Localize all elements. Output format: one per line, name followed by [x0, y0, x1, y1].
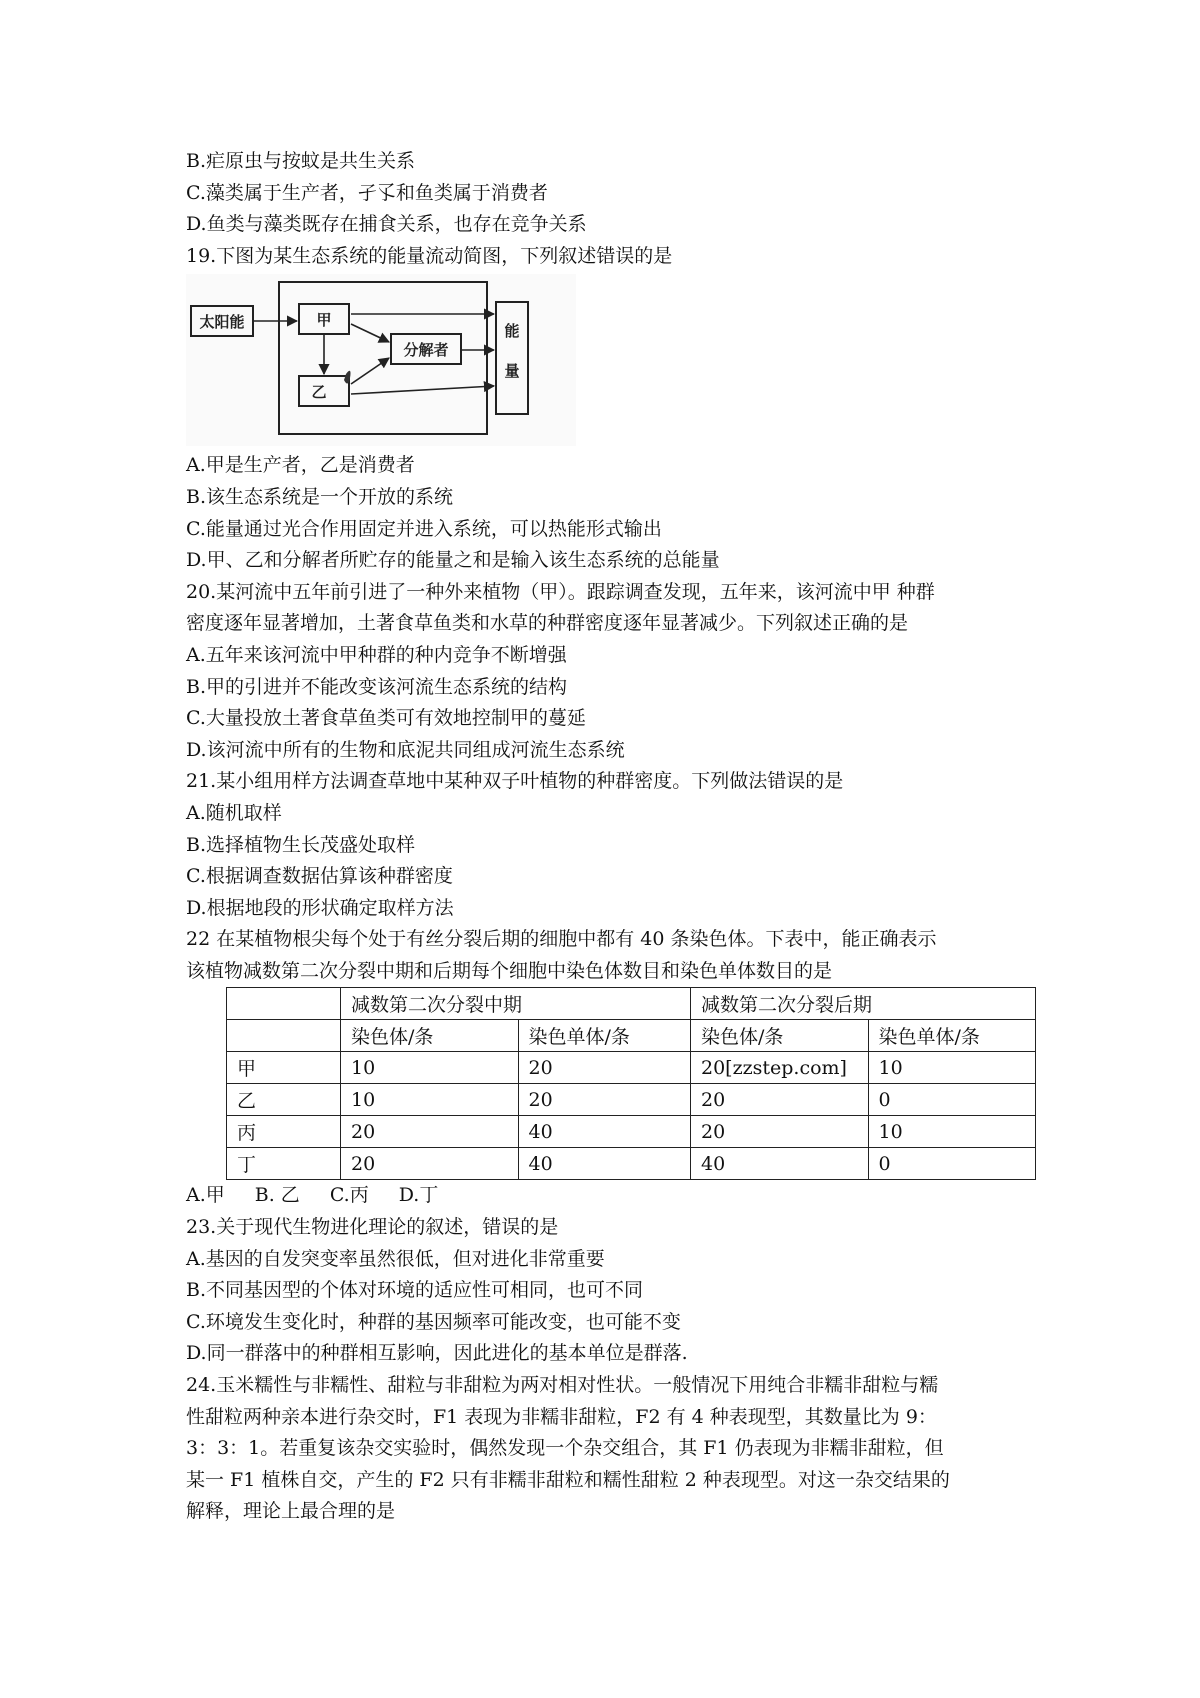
table-cell: 40	[518, 1148, 690, 1180]
q24-stem-line-2: 性甜粒两种亲本进行杂交时，F1 表现为非糯非甜粒，F2 有 4 种表现型，其数量比为 9：	[186, 1405, 937, 1428]
table-row	[227, 1148, 1036, 1180]
q23-option-b: B.不同基因型的个体对环境的适应性可相同，也可不同	[186, 1279, 644, 1302]
energy-flow-diagram	[186, 274, 576, 446]
table-subheader-row	[227, 1020, 1036, 1052]
q22-options	[186, 1180, 1036, 1212]
table-cell: 20	[691, 1084, 869, 1116]
table-cell: 20	[518, 1052, 690, 1084]
q19-option-d: D.甲、乙和分解者所贮存的能量之和是输入该生态系统的总能量	[186, 549, 720, 572]
q19-stem: 19.下图为某生态系统的能量流动简图，下列叙述错误的是	[186, 244, 673, 267]
q23-option-c: C.环境发生变化时，种群的基因频率可能改变，也可能不变	[186, 1310, 681, 1333]
q22-option-c: C.丙	[329, 1184, 369, 1207]
table-cell: 10	[340, 1052, 518, 1084]
table-cell: 20	[691, 1116, 869, 1148]
subheader-chrom-mid: 染色体/条	[340, 1020, 518, 1052]
header-meiosis-ii-metaphase: 减数第二次分裂中期	[340, 988, 690, 1020]
subheader-chromatid-mid: 染色单体/条	[518, 1020, 690, 1052]
q24-stem-line-4: 某一 F1 植株自交，产生的 F2 只有非糯非甜粒和糯性甜粒 2 种表现型。对这一杂交结果的	[186, 1468, 950, 1491]
subheader-chromatid-late: 染色单体/条	[868, 1020, 1035, 1052]
jia-label: 甲	[316, 311, 332, 330]
q24-stem-line-5: 解释，理论上最合理的是	[186, 1500, 396, 1523]
q23-option-d: D.同一群落中的种群相互影响，因此进化的基本单位是群落.	[186, 1342, 688, 1365]
q22-stem-line-1: 22 在某植物根尖每个处于有丝分裂后期的细胞中都有 40 条染色体。下表中，能正确表示	[186, 928, 937, 951]
q20-option-a: A.五年来该河流中甲种群的种内竞争不断增强	[186, 643, 567, 666]
chromosome-table	[226, 987, 1036, 1180]
q22-stem-line-2: 该植物减数第二次分裂中期和后期每个细胞中染色体数目和染色单体数目的是	[186, 959, 833, 982]
q20-stem-line-2: 密度逐年显著增加，土著食草鱼类和水草的种群密度逐年显著减少。下列叙述正确的是	[186, 612, 909, 635]
table-cell: 20	[340, 1116, 518, 1148]
table-row	[227, 1084, 1036, 1116]
q21-option-b: B.选择植物生长茂盛处取样	[186, 833, 416, 856]
q22-option-d: D.丁	[398, 1184, 439, 1207]
q23-stem: 23.关于现代生物进化理论的叙述，错误的是	[186, 1216, 559, 1239]
table-cell: 20	[340, 1148, 518, 1180]
table-cell: 40	[518, 1116, 690, 1148]
table-cell: 20[zzstep.com]	[691, 1052, 869, 1084]
exam-page	[186, 146, 1036, 1528]
table-cell: 10	[340, 1084, 518, 1116]
table-corner-cell	[227, 988, 341, 1020]
table-header-row	[227, 988, 1036, 1020]
q19-option-b: B.该生态系统是一个开放的系统	[186, 485, 454, 508]
q21-stem: 21.某小组用样方法调查草地中某种双子叶植物的种群密度。下列做法错误的是	[186, 770, 844, 793]
q23-option-a: A.基因的自发突变率虽然很低，但对进化非常重要	[186, 1247, 605, 1270]
yi-label: 乙	[311, 383, 327, 402]
row-label: 甲	[227, 1052, 341, 1084]
q24-stem-line-3: 3：3：1。若重复该杂交实验时，偶然发现一个杂交组合，其 F1 仍表现为非糯非甜粒，但	[186, 1437, 944, 1460]
q19-option-c: C.能量通过光合作用固定并进入系统，可以热能形式输出	[186, 517, 662, 540]
table-row	[227, 1116, 1036, 1148]
q19-option-a: A.甲是生产者，乙是消费者	[186, 454, 415, 477]
table-cell: 10	[868, 1052, 1035, 1084]
table-row	[227, 1052, 1036, 1084]
q18-option-d: D.鱼类与藻类既存在捕食关系，也存在竞争关系	[186, 213, 587, 236]
q21-option-a: A.随机取样	[186, 801, 282, 824]
subheader-chrom-late: 染色体/条	[691, 1020, 869, 1052]
q20-option-b: B.甲的引进并不能改变该河流生态系统的结构	[186, 675, 568, 698]
q20-stem-line-1: 20.某河流中五年前引进了一种外来植物（甲）。跟踪调查发现，五年来，该河流中甲 种群	[186, 580, 935, 603]
q18-option-b: B.疟原虫与按蚊是共生关系	[186, 150, 416, 172]
q22-option-b: B. 乙	[254, 1184, 300, 1207]
q20-option-c: C.大量投放土著食草鱼类可有效地控制甲的蔓延	[186, 707, 586, 730]
sun-label: 太阳能	[199, 313, 245, 332]
q24-stem-line-1: 24.玉米糯性与非糯性、甜粒与非甜粒为两对相对性状。一般情况下用纯合非糯非甜粒与糯	[186, 1374, 939, 1397]
table-cell: 0	[868, 1084, 1035, 1116]
row-label: 丁	[227, 1148, 341, 1180]
table-cell: 0	[868, 1148, 1035, 1180]
q21-option-d: D.根据地段的形状确定取样方法	[186, 896, 454, 919]
header-meiosis-ii-anaphase: 减数第二次分裂后期	[691, 988, 1036, 1020]
table-cell: 40	[691, 1148, 869, 1180]
q22-option-a: A.甲	[186, 1184, 225, 1207]
table-cell: 20	[518, 1084, 690, 1116]
table-cell: 10	[868, 1116, 1035, 1148]
q18-option-c: C.藻类属于生产者，孑孓和鱼类属于消费者	[186, 181, 548, 204]
row-label: 乙	[227, 1084, 341, 1116]
q20-option-d: D.该河流中所有的生物和底泥共同组成河流生态系统	[186, 738, 625, 761]
energy-label-2: 量	[504, 362, 520, 381]
q21-option-c: C.根据调查数据估算该种群密度	[186, 865, 453, 888]
decomposer-label: 分解者	[403, 341, 449, 360]
table-subheader-blank	[227, 1020, 341, 1052]
row-label: 丙	[227, 1116, 341, 1148]
energy-label-1: 能	[504, 322, 520, 341]
